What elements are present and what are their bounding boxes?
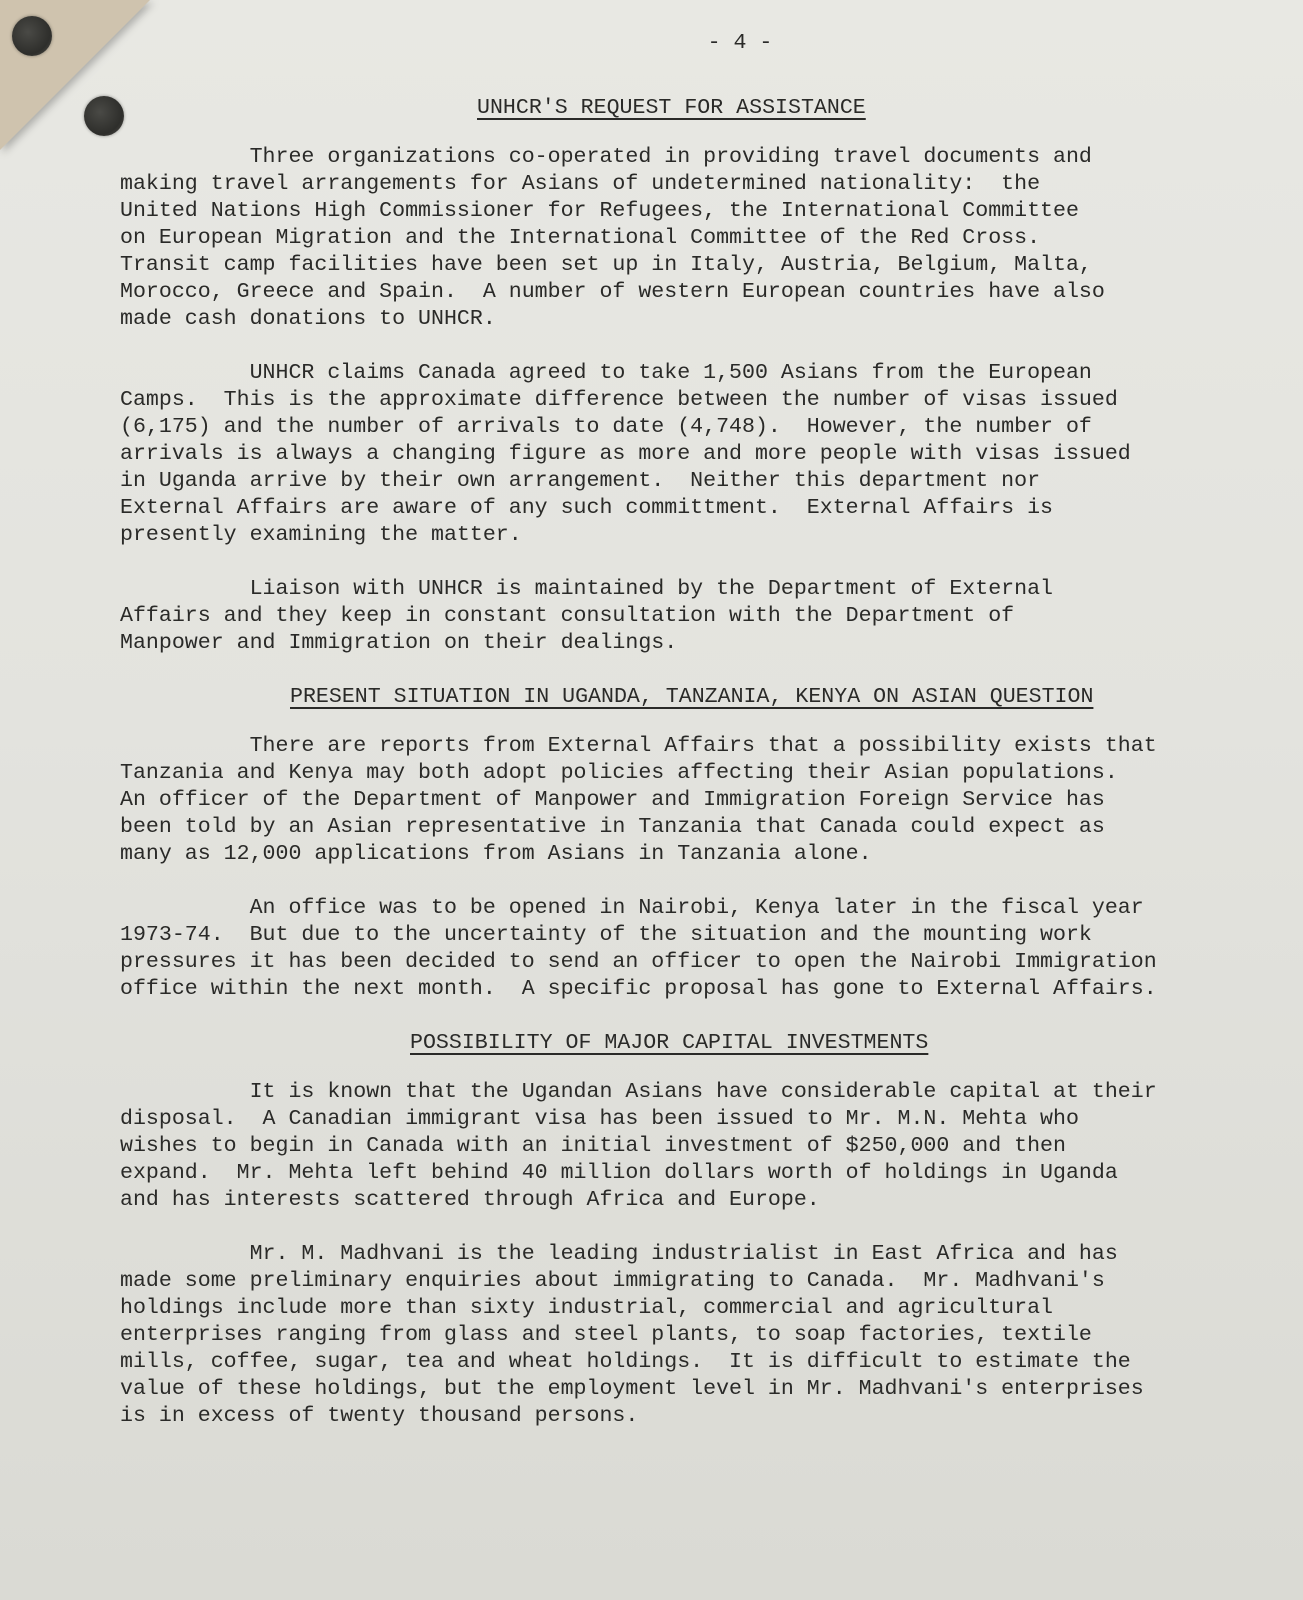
paragraph: There are reports from External Affairs that a possibility exists that Tanzania and Kenya may both adopt policies affecting their Asian populations. An officer of the Department of Manpower and Immigration Foreign Service has been told by an Asian representative in Tanzania that Canada could expect as many as 12,000 applications from Asians in Tanzania alone. bbox=[120, 734, 1157, 866]
paragraph: Liaison with UNHCR is maintained by the Department of External Affairs and they keep in constant consultation with the Department of Manpower and Immigration on their dealings. bbox=[120, 577, 1054, 655]
section-heading-capital-investments: POSSIBILITY OF MAJOR CAPITAL INVESTMENTS bbox=[410, 1031, 929, 1055]
page-number: - 4 - bbox=[707, 31, 773, 55]
paragraph: UNHCR claims Canada agreed to take 1,500 Asians from the European Camps. This is the approximate difference between the number of visas issued (6,175) and the number of arrivals to date (4,748). However, the number of arrivals is always a changing figure as more and more people with visas issued in Uganda arrive by their own arrangement. Neither this department nor External Affairs are aware of any such committment. External Affairs is presently examining the matter. bbox=[120, 361, 1131, 547]
punch-hole bbox=[84, 96, 124, 136]
paragraph: An office was to be opened in Nairobi, Kenya later in the fiscal year 1973-74. But due to the uncertainty of the situation and the mounting work pressures it has been decided to send an officer to open the Nairobi Immigration office within the next month. A specific proposal has gone to External Affairs. bbox=[120, 896, 1157, 1001]
punch-hole bbox=[12, 16, 52, 56]
paragraph: Mr. M. Madhvani is the leading industrialist in East Africa and has made some preliminary enquiries about immigrating to Canada. Mr. Madhvani's holdings include more than sixty industrial, commercial and agricultural enterprises ranging from glass and steel plants, to soap factories, textile mills, coffee, sugar, tea and wheat holdings. It is difficult to estimate the value of these holdings, but the employment level in Mr. Madhvani's enterprises is in excess of twenty thousand persons. bbox=[120, 1242, 1144, 1428]
document-body bbox=[120, 30, 1240, 1430]
section-heading-unhcr: UNHCR'S REQUEST FOR ASSISTANCE bbox=[477, 96, 866, 120]
paragraph: It is known that the Ugandan Asians have considerable capital at their disposal. A Canadian immigrant visa has been issued to Mr. M.N. Mehta who wishes to begin in Canada with an initial investment of $250,000 and then expand. Mr. Mehta left behind 40 million dollars worth of holdings in Uganda and has interests scattered through Africa and Europe. bbox=[120, 1080, 1157, 1212]
section-heading-present-situation: PRESENT SITUATION IN UGANDA, TANZANIA, KENYA ON ASIAN QUESTION bbox=[290, 685, 1094, 709]
paragraph: Three organizations co-operated in providing travel documents and making travel arrangements for Asians of undetermined nationality: the United Nations High Commissioner for Refugees, the International Committee on European Migration and the International Committee of the Red Cross. Transit camp facilities have been set up in Italy, Austria, Belgium, Malta, Morocco, Greece and Spain. A number of western European countries have also made cash donations to UNHCR. bbox=[120, 145, 1105, 331]
